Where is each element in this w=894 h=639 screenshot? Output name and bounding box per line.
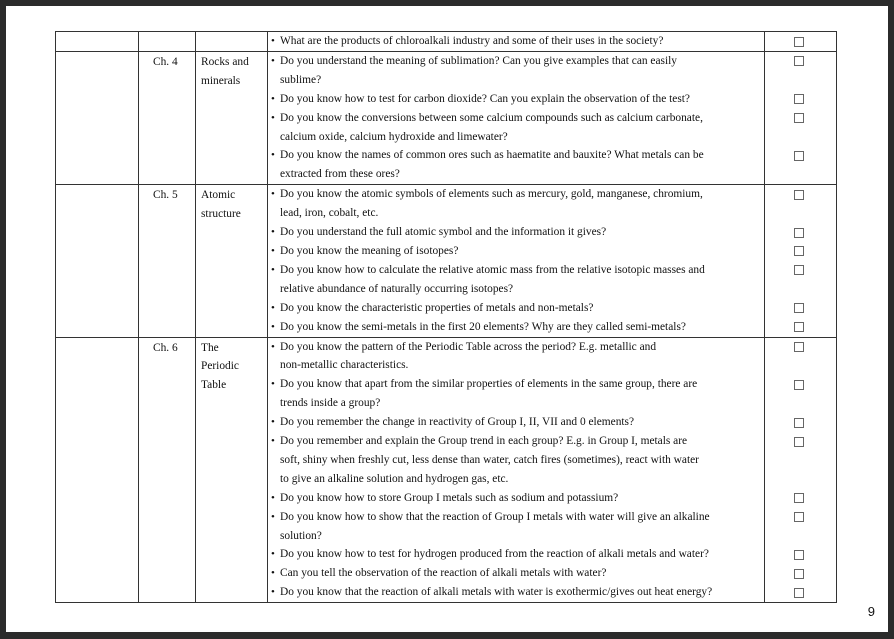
- question-item: [271, 185, 764, 223]
- document-page: [6, 6, 888, 632]
- question-line: Do you know the meaning of isotopes?: [280, 244, 459, 257]
- question-item: [271, 261, 764, 299]
- question-text: [280, 489, 764, 508]
- checkbox[interactable]: [794, 303, 804, 313]
- checkbox[interactable]: [794, 342, 804, 352]
- topic-line: Table: [201, 379, 227, 392]
- checkbox[interactable]: [794, 151, 804, 161]
- question-line: Do you know the atomic symbols of elements such as mercury, gold, manganese, chromium,: [280, 188, 703, 201]
- checkbox[interactable]: [794, 550, 804, 560]
- question-item: [271, 545, 764, 564]
- question-line: Do you know how to test for hydrogen produced from the reaction of alkali metals and water?: [280, 548, 709, 561]
- bullet-icon: •: [271, 111, 275, 124]
- question-text: [280, 375, 764, 413]
- question-line: What are the products of chloroalkali industry and some of their uses in the society?: [280, 35, 664, 47]
- topic-line: Rocks and: [201, 55, 249, 68]
- question-line: sublime?: [280, 73, 322, 86]
- chapter-cell: Ch. 6: [139, 337, 196, 603]
- checkbox-cell: [765, 32, 837, 52]
- question-line: soft, shiny when freshly cut, less dense than water, catch fires (sometimes), react with water: [280, 453, 699, 466]
- blank-cell: [56, 51, 139, 184]
- chapter-cell: Ch. 4: [139, 51, 196, 184]
- topic-line: Periodic: [201, 360, 239, 373]
- bullet-icon: •: [271, 378, 275, 391]
- question-item: [271, 242, 764, 261]
- checkbox[interactable]: [794, 113, 804, 123]
- question-line: Do you know how to store Group I metals such as sodium and potassium?: [280, 491, 619, 504]
- question-line: non-metallic characteristics.: [280, 359, 409, 372]
- topic-cell: [196, 32, 268, 52]
- question-line: Do you know the conversions between some calcium compounds such as calcium carbonate,: [280, 111, 703, 124]
- topic-cell: [196, 51, 268, 184]
- question-text: [280, 109, 764, 147]
- checkbox-cell: [765, 337, 837, 603]
- question-line: extracted from these ores?: [280, 168, 400, 181]
- question-line: Do you know the pattern of the Periodic Table across the period? E.g. metallic and: [280, 340, 657, 353]
- bullet-icon: •: [271, 567, 275, 580]
- topic-cell: [196, 185, 268, 337]
- question-text: [280, 318, 764, 337]
- question-item: [271, 508, 764, 546]
- chapter-row: [56, 51, 837, 184]
- question-text: [280, 146, 764, 184]
- chapter-cell: [139, 32, 196, 52]
- question-line: Do you know the names of common ores such as haematite and bauxite? What metals can be: [280, 149, 704, 162]
- checkbox[interactable]: [794, 569, 804, 579]
- question-text: [280, 564, 764, 583]
- checkbox[interactable]: [794, 190, 804, 200]
- question-line: Can you tell the observation of the reaction of alkali metals with water?: [280, 567, 607, 580]
- question-text: [280, 338, 764, 376]
- checkbox-cell: [765, 185, 837, 337]
- checkbox[interactable]: [794, 265, 804, 275]
- checkbox[interactable]: [794, 37, 804, 47]
- question-line: solution?: [280, 529, 322, 542]
- question-item: [271, 583, 764, 602]
- question-item: [271, 338, 764, 376]
- question-text: [280, 583, 764, 602]
- question-item: [271, 90, 764, 109]
- topic-line: The: [201, 341, 219, 354]
- question-item: [271, 375, 764, 413]
- bullet-icon: •: [271, 491, 275, 504]
- question-line: Do you know that the reaction of alkali metals with water is exothermic/gives out heat energy?: [280, 586, 713, 599]
- bullet-icon: •: [271, 340, 275, 353]
- questions-cell: [268, 185, 765, 337]
- question-item: [271, 432, 764, 489]
- chapter-cell: Ch. 5: [139, 185, 196, 337]
- question-line: to give an alkaline solution and hydrogen gas, etc.: [280, 472, 509, 485]
- chapter-row: [56, 32, 837, 52]
- question-item: [271, 489, 764, 508]
- checkbox[interactable]: [794, 246, 804, 256]
- questions-cell: [268, 51, 765, 184]
- question-item: [271, 318, 764, 337]
- bullet-icon: •: [271, 54, 275, 67]
- question-item: [271, 564, 764, 583]
- checkbox[interactable]: [794, 418, 804, 428]
- chapter-row: [56, 185, 837, 337]
- topic-line: Atomic: [201, 189, 236, 202]
- checkbox-cell: [765, 51, 837, 184]
- question-line: Do you know how to calculate the relative atomic mass from the relative isotopic masses and: [280, 263, 705, 276]
- revision-checklist-table: [55, 31, 837, 603]
- question-item: [271, 223, 764, 242]
- checkbox[interactable]: [794, 228, 804, 238]
- question-line: Do you remember the change in reactivity of Group I, II, VII and 0 elements?: [280, 416, 635, 429]
- question-line: calcium oxide, calcium hydroxide and limewater?: [280, 130, 508, 143]
- questions-cell: [268, 32, 765, 52]
- question-item: [271, 146, 764, 184]
- question-line: Do you know how to show that the reaction of Group I metals with water will give an alkaline: [280, 510, 710, 523]
- bullet-icon: •: [271, 416, 275, 429]
- bullet-icon: •: [271, 149, 275, 162]
- checkbox[interactable]: [794, 56, 804, 66]
- bullet-icon: •: [271, 188, 275, 201]
- question-line: Do you know that apart from the similar properties of elements in the same group, there are: [280, 378, 698, 391]
- question-text: [280, 508, 764, 546]
- question-text: [280, 545, 764, 564]
- bullet-icon: •: [271, 320, 275, 333]
- blank-cell: [56, 185, 139, 337]
- question-line: Do you know the characteristic properties of metals and non-metals?: [280, 301, 594, 314]
- question-item: [271, 109, 764, 147]
- topic-line: structure: [201, 208, 241, 221]
- question-text: [280, 223, 764, 242]
- question-line: Do you know how to test for carbon dioxide? Can you explain the observation of the test?: [280, 92, 690, 105]
- question-text: [280, 432, 764, 489]
- checkbox[interactable]: [794, 94, 804, 104]
- question-item: [271, 299, 764, 318]
- chapter-row: [56, 337, 837, 603]
- checkbox[interactable]: [794, 493, 804, 503]
- bullet-icon: •: [271, 226, 275, 239]
- question-text: [280, 90, 764, 109]
- checkbox[interactable]: [794, 322, 804, 332]
- question-text: [280, 299, 764, 318]
- blank-cell: [56, 32, 139, 52]
- question-text: [280, 185, 764, 223]
- question-item: [271, 32, 764, 51]
- question-line: Do you understand the full atomic symbol and the information it gives?: [280, 226, 607, 239]
- question-text: [280, 32, 764, 51]
- bullet-icon: •: [271, 35, 275, 47]
- question-line: Do you understand the meaning of sublimation? Can you give examples that can easily: [280, 54, 677, 67]
- bullet-icon: •: [271, 435, 275, 448]
- topic-cell: [196, 337, 268, 603]
- question-line: lead, iron, cobalt, etc.: [280, 207, 379, 220]
- bullet-icon: •: [271, 301, 275, 314]
- question-line: Do you remember and explain the Group trend in each group? E.g. in Group I, metals are: [280, 435, 688, 448]
- question-line: trends inside a group?: [280, 397, 381, 410]
- question-line: relative abundance of naturally occurring isotopes?: [280, 282, 514, 295]
- question-line: Do you know the semi-metals in the first 20 elements? Why are they called semi-metals?: [280, 320, 686, 333]
- checkbox[interactable]: [794, 588, 804, 598]
- bullet-icon: •: [271, 586, 275, 599]
- question-text: [280, 413, 764, 432]
- question-text: [280, 242, 764, 261]
- bullet-icon: •: [271, 263, 275, 276]
- checkbox[interactable]: [794, 380, 804, 390]
- bullet-icon: •: [271, 548, 275, 561]
- blank-cell: [56, 337, 139, 603]
- topic-line: minerals: [201, 74, 241, 87]
- bullet-icon: •: [271, 92, 275, 105]
- question-text: [280, 52, 764, 90]
- question-item: [271, 52, 764, 90]
- bullet-icon: •: [271, 244, 275, 257]
- bullet-icon: •: [271, 510, 275, 523]
- question-text: [280, 261, 764, 299]
- questions-cell: [268, 337, 765, 603]
- question-item: [271, 413, 764, 432]
- page-number: 9: [867, 604, 875, 619]
- checkbox[interactable]: [794, 512, 804, 522]
- checkbox[interactable]: [794, 437, 804, 447]
